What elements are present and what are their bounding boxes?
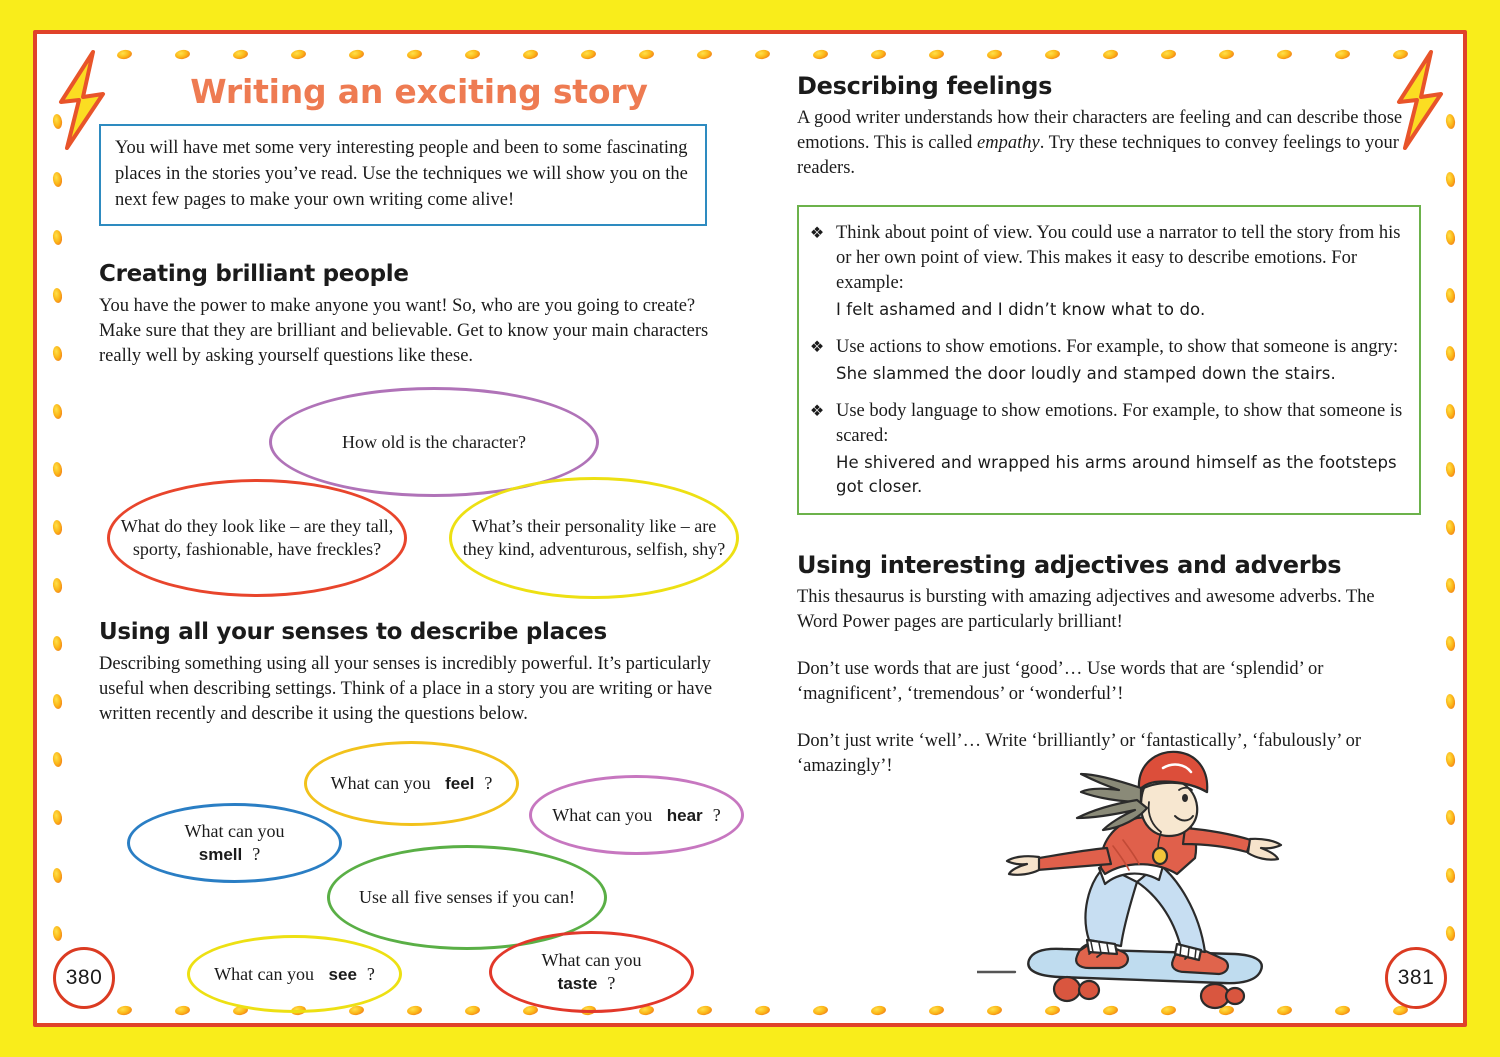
feelings-tips-box — [797, 205, 1421, 515]
bubble-character-looks — [107, 479, 407, 597]
left-page-content — [99, 34, 739, 1005]
tip-example: She slammed the door loudly and stamped down the stairs. — [836, 364, 1336, 383]
bubble-hear — [529, 775, 744, 855]
bubble-text: What’s their personality like – are they kind, adventurous, selfish, shy? — [462, 516, 726, 559]
border-dot — [1445, 519, 1456, 535]
heading-describing-feelings: Describing feelings — [797, 72, 1053, 100]
heading-senses: Using all your senses to describe places — [99, 619, 607, 645]
border-dot — [1445, 229, 1456, 245]
tip-text: Use actions to show emotions. For example, to show that someone is angry: — [836, 337, 1399, 357]
page-number-right: 381 — [1385, 947, 1447, 1009]
heading-creating-people: Creating brilliant people — [99, 261, 409, 287]
bubble-taste — [489, 931, 694, 1013]
border-dot — [174, 1005, 190, 1016]
border-dot — [406, 1005, 422, 1016]
border-dot — [1445, 287, 1456, 303]
right-page-content — [797, 34, 1437, 779]
tip-item — [809, 335, 1405, 386]
border-dot — [870, 1005, 886, 1016]
body-creating-people: You have the power to make anyone you want! So, who are you going to create? Make sure that they are brilliant and believable. Get to know your main characters really well by asking yourself questions like these. — [99, 296, 709, 366]
border-dot — [52, 751, 63, 767]
tip-text: Use body language to show emotions. For example, to show that someone is scared: — [836, 401, 1403, 446]
border-dot — [52, 519, 63, 535]
border-dot — [52, 287, 63, 303]
border-dot — [754, 49, 770, 60]
page-number-left: 380 — [53, 947, 115, 1009]
tip-example: He shivered and wrapped his arms around himself as the footsteps got closer. — [836, 453, 1397, 496]
body-describing-feelings: A good writer understands how their characters are feeling and can describe those emotions. This is called empathy. Try these techniques to convey feelings to your readers. — [797, 108, 1403, 178]
border-dot — [52, 867, 63, 883]
border-dot — [52, 171, 63, 187]
border-dot — [1445, 809, 1456, 825]
body-thesaurus: This thesaurus is bursting with amazing adjectives and awesome adverbs. The Word Power pages are particularly brilliant! — [797, 587, 1375, 632]
senses-question-bubbles — [99, 735, 739, 1005]
border-dot — [1445, 403, 1456, 419]
border-dot — [52, 809, 63, 825]
diamond-bullet-icon: ❖ — [809, 225, 825, 242]
bubble-character-personality — [449, 477, 739, 599]
border-dot — [696, 1005, 712, 1016]
border-dot — [52, 461, 63, 477]
intro-text: You will have met some very interesting people and been to some fascinating places in the stories you’ve read. Use the techniques we will show you on the next few pages to make your own writing come alive! — [115, 138, 688, 210]
bubble-text: What can you taste ? — [541, 950, 642, 993]
girl-skateboarding-illustration — [977, 744, 1337, 1024]
border-dot — [1445, 345, 1456, 361]
tip-text: Think about point of view. You could use a narrator to tell the story from his or her own point of view. This makes it easy to describe emotions. For example: — [836, 223, 1401, 293]
border-dot — [52, 925, 63, 941]
tip-item — [809, 221, 1405, 322]
bubble-text: How old is the character? — [342, 431, 526, 452]
bubble-text: Use all five senses if you can! — [359, 887, 575, 907]
border-dot — [1445, 693, 1456, 709]
intro-callout-box — [99, 124, 707, 226]
border-dot — [116, 1005, 132, 1016]
bubble-text: What can you smell ? — [184, 821, 285, 864]
border-dot — [52, 635, 63, 651]
border-dot — [52, 229, 63, 245]
border-dot — [1445, 635, 1456, 651]
bubble-see — [187, 935, 402, 1013]
body-senses: Describing something using all your senses is incredibly powerful. It’s particularly useful when describing settings. Think of a place in a story you are writing or have written recently and describe it using the questions below. — [99, 654, 713, 724]
border-dot — [1445, 577, 1456, 593]
bubble-text: What can you feel ? — [330, 773, 493, 793]
page-title: Writing an exciting story — [190, 72, 648, 111]
border-dot — [52, 345, 63, 361]
border-dot — [52, 693, 63, 709]
border-dot — [1445, 751, 1456, 767]
border-dot — [812, 1005, 828, 1016]
body-good-words: Don’t use words that are just ‘good’… Use words that are ‘splendid’ or ‘magnificent’, ‘tremendous’ or ‘wonderful’! — [797, 659, 1324, 704]
bubble-text: What can you hear ? — [552, 804, 721, 825]
diamond-bullet-icon: ❖ — [809, 339, 825, 356]
border-dot — [52, 403, 63, 419]
border-dot — [754, 1005, 770, 1016]
border-dot — [464, 1005, 480, 1016]
bubble-smell — [127, 803, 342, 883]
bubble-feel — [304, 741, 519, 826]
book-spread — [33, 30, 1467, 1027]
bubble-text: What can you see ? — [214, 963, 375, 984]
border-dot — [1445, 461, 1456, 477]
border-dot — [1445, 171, 1456, 187]
border-dot — [52, 577, 63, 593]
tip-example: I felt ashamed and I didn’t know what to do. — [836, 300, 1206, 319]
border-dot — [928, 1005, 944, 1016]
diamond-bullet-icon: ❖ — [809, 403, 825, 420]
bubble-text: What do they look like – are they tall, sporty, fashionable, have freckles? — [120, 516, 394, 559]
border-dot — [1445, 867, 1456, 883]
tip-item — [809, 399, 1405, 499]
heading-adjectives-adverbs: Using interesting adjectives and adverbs — [797, 551, 1342, 579]
character-question-bubbles — [99, 379, 739, 609]
body-well-words: Don’t just write ‘well’… Write ‘brilliantly’ or ‘fantastically’, ‘fabulously’ or ‘amazingly’! — [797, 731, 1362, 776]
border-dot — [1445, 925, 1456, 941]
